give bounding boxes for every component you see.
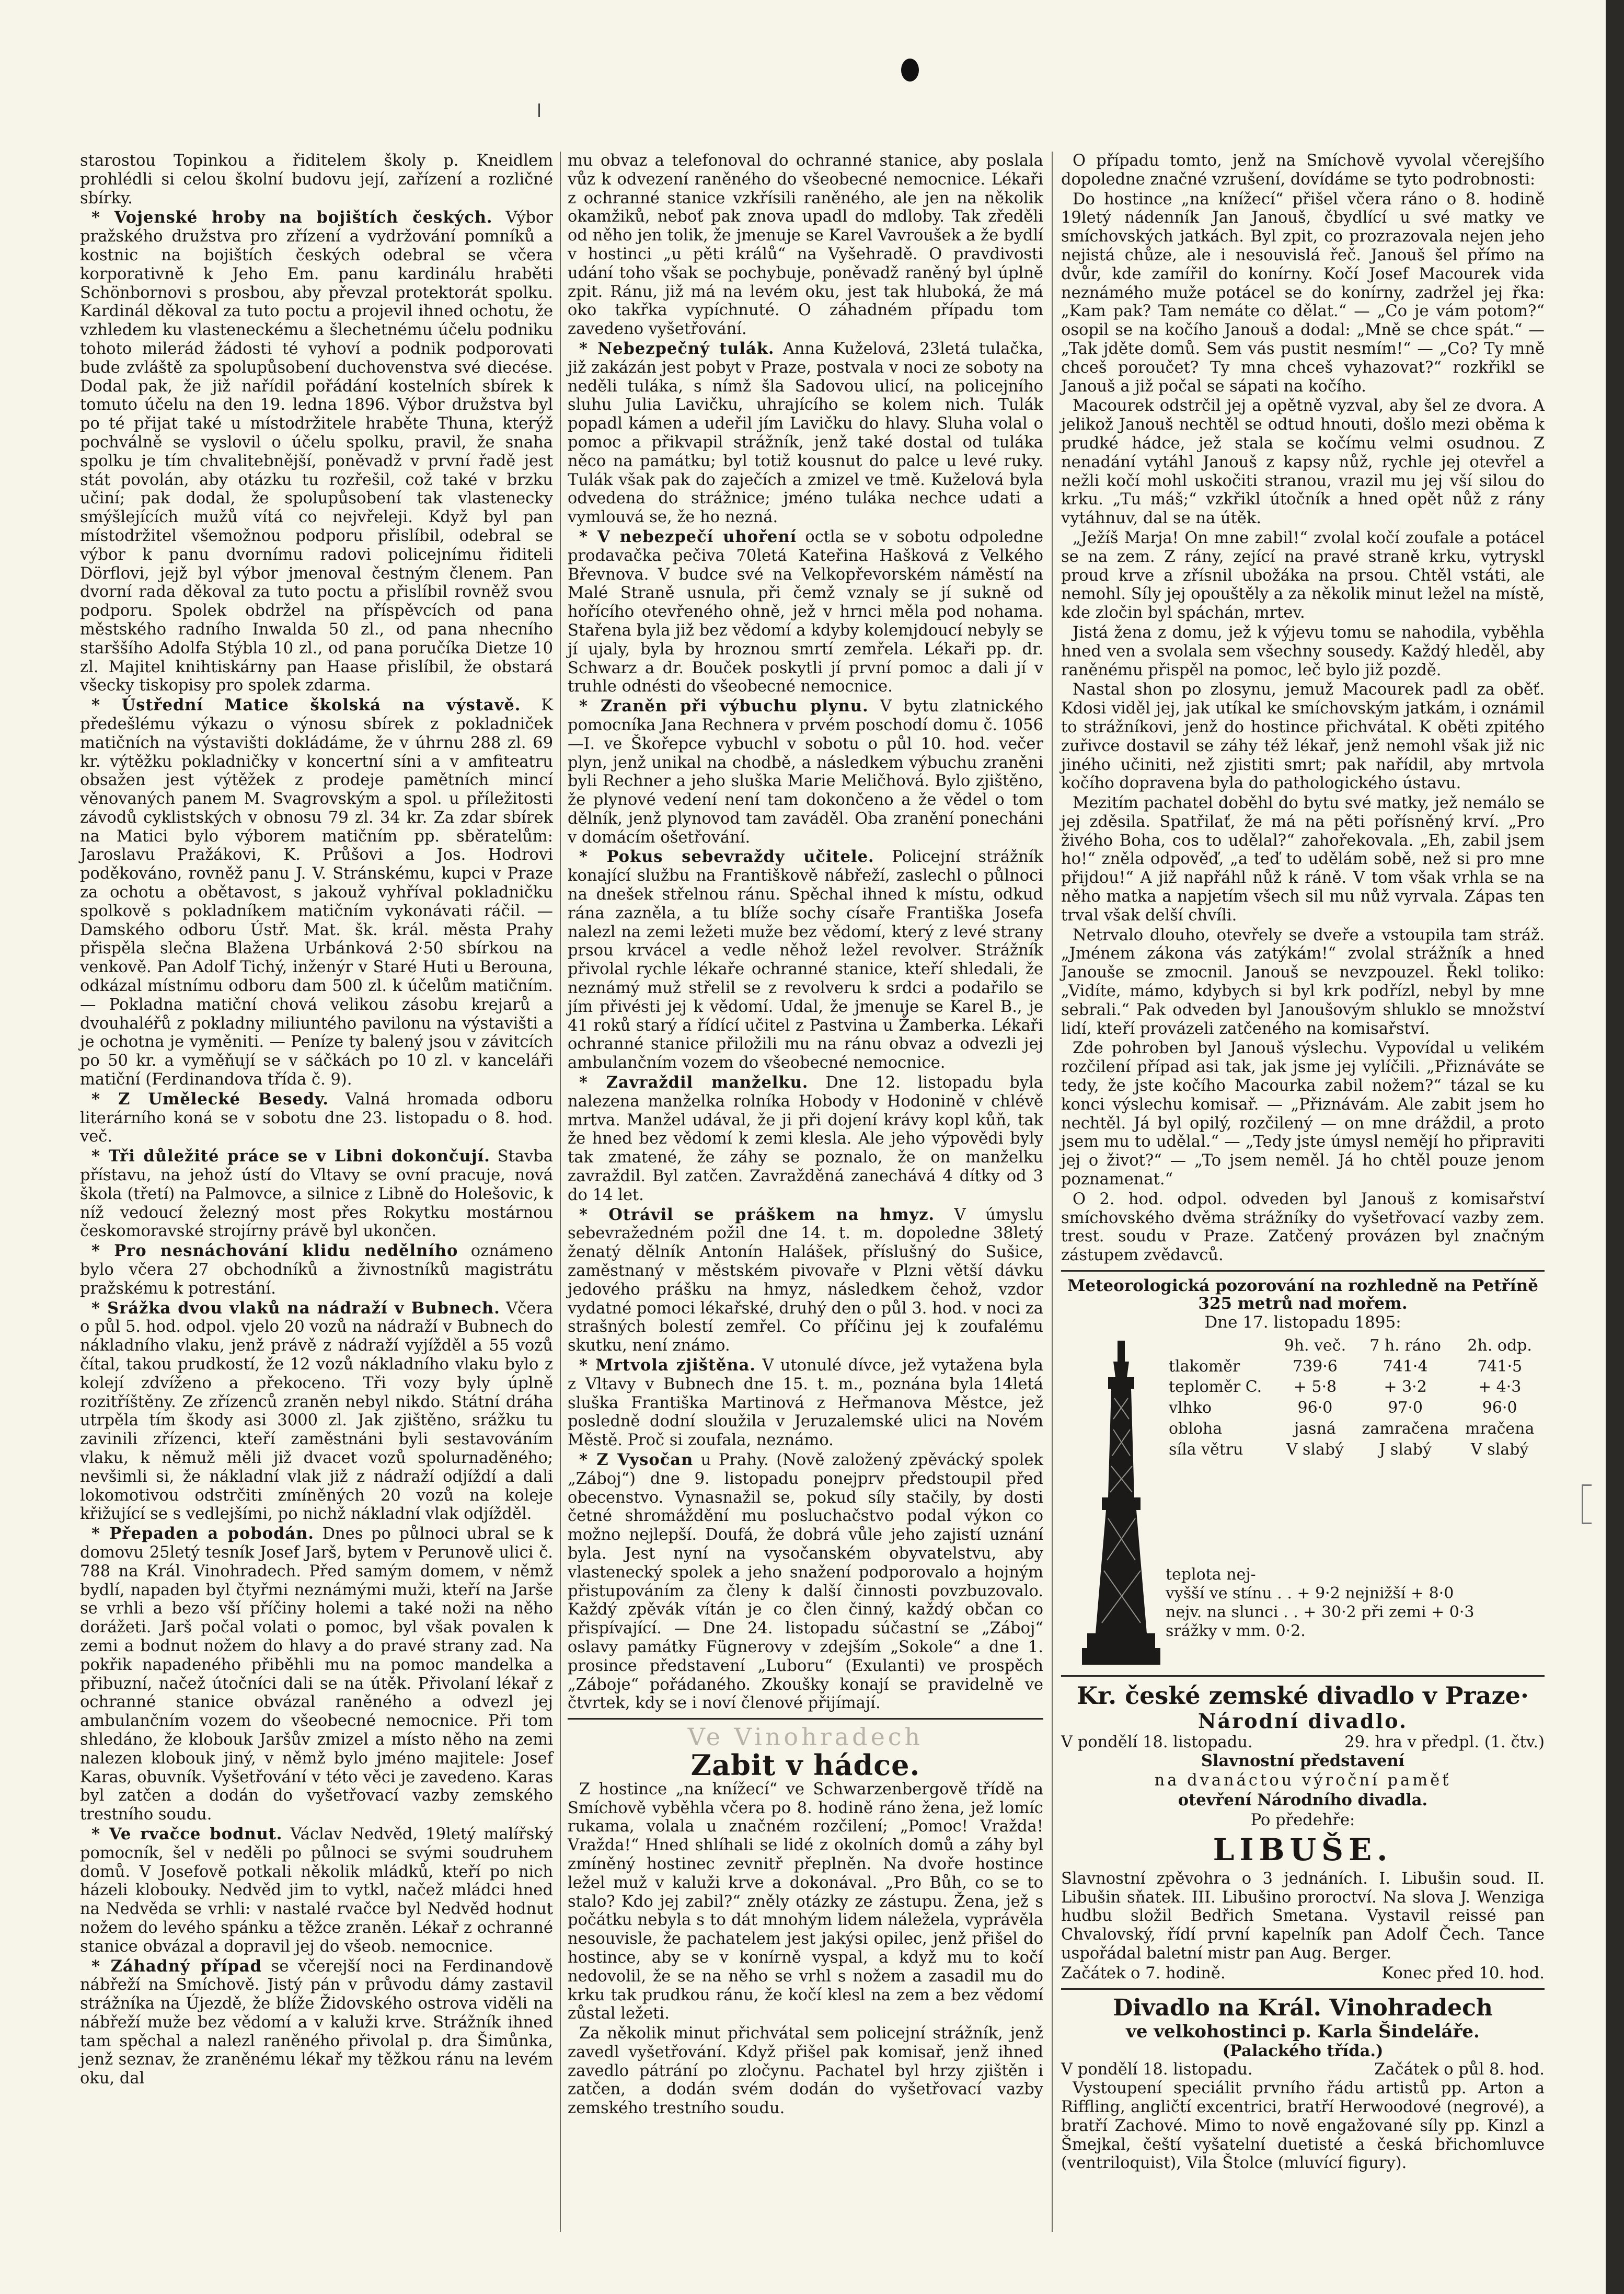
news-body: Dne 12. listopadu byla nalezena manželka rolníka Hobody v Hodonině v chlévě mrtva. Manžel udával, že ji při dojení krávy kopl kůň, tak že hned bez vědomí k zemi klesla. Ale jeho výpovědi byly tak zmatené, že záhy se poznalo, že on manželku zavraždil. Byl zatčen. Zavražděná zanechává 4 dítky od 3 do 14 let. [568, 1074, 1043, 1204]
margin-bracket [1582, 1484, 1592, 1524]
theatre-description: Vystoupení speciálit prvního řádu artistů pp. Arton a Riffling, angličtí excentrici, bratří Herwoodové (negrové), a bratří Zachové. Mimo to nově engažované síly pp. Kinzl a Šmejkal, čeští vyšatelní duetisté a česká břichomluvce (ventriloquist), Vila Štolce (mluvící figury). [1061, 2079, 1545, 2173]
news-item [80, 209, 553, 695]
meteo-col-header: 2h. odp. [1467, 1336, 1532, 1355]
column-3-article [1061, 152, 1545, 1265]
theatre-end: Konec před 10. hod. [1381, 1964, 1545, 1982]
faded-heading: Ve Vinohradech [687, 1723, 924, 1751]
news-body: Dnes po půlnoci ubral se k domovu 25letý tesník Josef Jarš, bytem v Perunově ulici č. 788 na Král. Vinohradech. Před samým domem, v němž bydlí, napaden byl čtyřmi neznámými muži, kteří na Jarše se vrhli a bezo vší příčiny holemi a také noži na něho dorážeti. Jarš počal volati o pomoc, byl však povalen k zemi a bodnut nožem do hlavy a do pravé strany zad. Na pokřik napadeného přiběhli mu na pomoc mandelka a přibuzní, načež útočníci dali se na útěk. Přivolaní lékař z ochranné stanice obvázal raněného a odvezl jej ambulančním vozem do všeobecné nemocnice. Při tom shledáno, že klobouk Jaršův zmizel a místo něho na zemi nalezen klobouk jiný, v němž bylo jméno majitele: Josef Karas, obuvník. Vyšetřování v této věci je zavedeno. Karas byl zatčen a dodán do vyšetřovací vazby zemského trestního soudu. [80, 1525, 553, 1824]
meteo-value: mračena [1465, 1420, 1535, 1438]
theatre-address: (Palackého třída.) [1222, 2041, 1384, 2060]
column-3 [1061, 152, 1545, 2232]
meteo-value: 741·4 [1383, 1357, 1428, 1376]
news-body: „Ježíš Marja! On mne zabil!“ zvolal kočí zoufale a potácel se na zem. Z rány, zející na pravé straně krku, vytryskl proud krve a zřísnil ubožáka na prsou. Chtěl vstáti, ale nemohl. Síly jej opouštěly a za několik minut ležel na místě, kde zločin byl spáchán, mrtev. [1061, 528, 1545, 623]
news-body: O 2. hod. odpol. odveden byl Janouš z komisařství smíchovského dvěma strážníky do vyšetřovací vazby zem. trest. soudu v Praze. Zatčený provázen byl značným zástupem zvědavců. [1061, 1190, 1545, 1265]
theatre-heading: Divadlo na Král. Vinohradech [1113, 1994, 1493, 2021]
news-body: Macourek odstrčil jej a opětně vyzval, aby šel ze dvora. A jelikož Janouš nechtěl se odtud hnouti, došlo mezi oběma k prudké hádce, jež stala se kočímu velmi osudnou. Z nenadání vytáhl Janouš z kapsy nůž, rychle jej otevřel a nežli kočí mohl uskočiti stranou, vrazil mu jej vší silou do krku. „Tu máš;“ vzkřikl útočník a hned opět nůž z rány vytáhnuv, dal se na útěk. [1061, 397, 1545, 528]
meteo-value: V slabý [1286, 1440, 1344, 1459]
meteo-extreme-line: teplota nej- [1166, 1565, 1256, 1584]
meteo-title: Meteorologická pozorování na rozhledně na Petříně [1067, 1276, 1538, 1296]
meteo-extreme-line: srážky v mm. 0·2. [1166, 1621, 1306, 1640]
theatre-line: otevření Národního divadla. [1178, 1791, 1428, 1810]
meteo-row [1166, 1398, 1542, 1419]
news-item [80, 1242, 553, 1298]
news-headline: * Ústřední Matice školská na výstavě. [91, 696, 521, 715]
meteo-row [1166, 1419, 1542, 1439]
meteo-value: zamračena [1362, 1420, 1449, 1438]
meteo-value: V slabý [1471, 1440, 1529, 1459]
meteo-value: + 3·2 [1384, 1378, 1427, 1397]
news-item [80, 1147, 553, 1241]
news-headline: * Ve rvačce bodnut. [91, 1824, 283, 1843]
meteo-label: tlakoměr [1169, 1357, 1240, 1376]
news-item [568, 848, 1043, 1073]
news-body: Václav Nedvěd, 19letý malířský pomocník, šel v neděli po půlnoci se svými soudruhem domů. V Josefově potkali několik mládků, kteří po nich házeli klobouky. Nedvěd jim to vytkl, načež mládci hned na Nedvěda se vrhli: v nastalé rvačce byl Nedvěd hodnut nožem do levého spánku a těžce zraněn. Lékař z ochranné stanice obvázal a dopravil jej do všeob. nemocnice. [80, 1825, 553, 1956]
news-body: Výbor pražského družstva pro zřízení a vydržování pomníků a kostnic na bojištích českých odebral se včera korporativně k Jeho Em. panu kardinálu hraběti Schönbornovi s prosbou, aby převzal protektorát spolku. Kardinál děkoval za tuto poctu a projevil ihned ochotu, že vzhledem ku vlasteneckému a šlechetnému účelu podniku tohoto milerád žádosti té vyhoví a podnik podporovati bude zvláště za spolupůsobení duchovenstva své diecése. Dodal pak, že již nařídil pořádání kostelních sbírek k tomuto účelu na den 19. ledna 1896. Výbor družstva byl po té přijat také u místodržitele hraběte Thuna, kterýž pochválně se vyslovil o účelu spolku, pravil, že snaha spolku je tím chvalitebnější, poněvadž v první řadě jest stát povolán, aby otázku tu rozřešil, což také v brzku učiní; pak dodal, že spolupůsobení tak vlastenecky smýšlejících mužů vítá co nejvřeleji. Když byl pan místodržitel všemožnou podporu přislíbil, odebral se výbor k panu dvornímu radovi policejnímu řiditeli Dörflovi, jejž byl výbor jmenoval čestným členem. Pan dvorní rada děkoval za tuto poctu a přislíbil rovněž svou podporu. Spolek obdržel na příspěvcích od pana městského radního Inwalda 50 zl., od pana nhecního starššího Adolfa Stýbla 10 zl., od pana poručíka Dietze 10 zl. Majitel knihtiskárny pan Haase přislíbil, že obstará všecky tiskopisy pro spolek zdarma. [80, 209, 553, 695]
news-body: V utonulé dívce, jež vytažena byla z Vltavy v Bubnech dne 15. t. m., poznána byla 14letá sluška Františka Martinová z Heřmanova Městce, jež posledně dodní sloužila v Jeruzalemské ulici na Novém Městě. Proč si zoufala, neznámo. [568, 1356, 1043, 1450]
meteo-value: 741·5 [1477, 1357, 1523, 1376]
news-item [1061, 624, 1545, 679]
column-1 [80, 152, 553, 2232]
news-headline: * Srážka dvou vlaků na nádraží v Bubnech. [91, 1298, 500, 1318]
news-item [568, 528, 1043, 696]
news-item [1061, 529, 1545, 623]
news-item [80, 1090, 553, 1146]
column-rule-1 [560, 152, 561, 2232]
news-body: O případu tomto, jenž na Smíchově vyvolal včerejšího dopoledne značné vzrušení, dovídáme se tyto podrobnosti: [1061, 152, 1545, 189]
meteo-col-header: 9h. več. [1284, 1336, 1346, 1355]
scan-mark [538, 103, 540, 117]
news-headline: * V nebezpečí uhoření [579, 527, 797, 546]
meteo-row [1166, 1356, 1542, 1377]
news-body: octla se v sobotu odpoledne prodavačka pečiva 70letá Kateřina Hašková z Velkého Břevnova. V budce své na Velkopřevorském náměstí na Malé Straně usnula, při čemž vznaly se jí sukně od hořícího otevřeného ohně, jež v hrnci měla pod nohama. Stařena byla již bez vědomí a kdyby kolemjdoucí nebyly se jí ujaly, byla by hroznou smrtí zemřela. Lékaři pp. dr. Schwarz a dr. Bouček poskytli jí první pomoc a dali jí v truhle odnésti do všeobecné nemocnice. [568, 527, 1043, 696]
divider [1061, 1988, 1545, 1990]
news-body: V úmyslu sebevražedném požil dne 14. t. m. dopoledne 38letý ženatý dělník Antonín Halášek, příslušný do Sušice, zaměstnaný v městském pivovaře v Plzni větší dávku jedového prášku na hmyz, následkem čehož, vzdor vydatné pomoci lékařské, druhý den o půl 3. hod. v noci za strašných bolestí zemřel. Co příčinu jej k zoufalému skutku, není známo. [568, 1205, 1043, 1355]
page-edge [1606, 0, 1624, 2294]
theatre-description: Slavnostní zpěvohra o 3 jednáních. I. Libušin soud. II. Libušin sňatek. III. Libušino proroctví. Na slova J. Wenziga hudbu složil Bedřich Smetana. Vystavil reissé pan Chvalovský, řídí první kapelník pan Adolf Čech. Tance uspořádal baletní mistr pan Aug. Berger. [1061, 1869, 1545, 1963]
theatre-times [1061, 1964, 1545, 1983]
news-item [568, 1451, 1043, 1713]
news-headline: * Pro nesnáchování klidu nedělního [91, 1241, 458, 1261]
news-body: V bytu zlatnického pomocníka Jana Rechnera v prvém poschodí domu č. 1056—I. ve Škořepce vybuchl v sobotu o půl 10. hod. večer plyn, jenž unikal na chodbě, a následkem výbuchu zraněni byli Rechner a jeho sluška Marie Meličhová. Bylo zjištěno, že plynové vedení není tam dokončeno a že vědel o tom dělník, jenž plynovod tam zaváděl. Oba zranění ponecháni v domácím ošetřování. [568, 697, 1043, 847]
meteo-value: 97·0 [1388, 1399, 1423, 1417]
theatre-subheading: Národní divadlo. [1197, 1709, 1408, 1733]
news-body: K předešlému výkazu o výnosu sbírek z pokladniček matičních na výstavišti dokládáme, že v úhrnu 288 zl. 69 kr. výtěžku pokladničky v koncertní síni a v amfiteatru obsažen jest výtěžek z prodeje pamětních mincí věnovaných panem M. Svagrovským a spol. u příležitosti závodů cyklistských v obnosu 79 zl. 34 kr. Za zdar sbírek na Matici bylo výborem matičním pp. sběratelům: Jaroslavu Pražákovi, K. Průšovi a Jos. Hodrovi poděkováno, rovněž panu J. V. Stránskému, kupci v Praze za ochotu a obětavost, s jakouž vyhříval pokladničku spolkově s pokladníkem matičním vykonávati ráčil. — Damského odboru Ústř. Mat. šk. král. města Prahy přispěla slečna Blažena Urbánková 2·50 sbírkou na venkově. Pan Adolf Tichý, inženýr v Staré Huti u Berouna, odkázal místnímu odboru dam 500 zl. k účelům matičním. — Pokladna matiční chová velikou zásobu krejarů a dvouhaléřů z pokladny miliuntého pavilonu na výstavišti a je ochotna je vyměniti. — Peníze ty balený jsou v závitcích po 50 kr. a vyměňují se v sáčkách po 10 zl. v kanceláři matiční (Ferdinandova třída č. 9). [80, 696, 553, 1089]
theatre-vinohrady [1061, 1995, 1545, 2173]
theatre-date: V pondělí 18. listopadu. [1061, 2060, 1253, 2079]
meteo-extreme-line: nejv. na slunci . . + 30·2 při zemi + 0·3 [1166, 1603, 1475, 1621]
meteo-value: + 4·3 [1478, 1378, 1522, 1397]
opera-title: LIBUŠE. [1213, 1831, 1393, 1868]
theatre-line: Slavnostní představení [1201, 1751, 1405, 1770]
meteo-label: teploměr C. [1169, 1378, 1262, 1397]
article-title: Zabit v hádce. [690, 1748, 920, 1782]
news-item [1061, 926, 1545, 1039]
meteo-col-header: 7 h. ráno [1369, 1336, 1441, 1355]
news-item [1061, 1190, 1545, 1265]
news-body: se včerejší noci na Ferdinandově nábřeží na Smíchově. Jistý pán v průvodu dámy zastavil strážníka na Újezdě, že blíže Židovského ostrova viděli na nábřeží muže bez vědomí a v kaluži krve. Strážník ihned tam spěchal a nalezl raněného přivolal p. dra Šimůnka, jenž seznav, že zraněnému lékař my těžkou ránu na levém oku, dal [80, 1957, 553, 2088]
theatre-line: Po předehře: [1250, 1811, 1355, 1829]
news-headline: * Pokus sebevraždy učitele. [579, 847, 874, 867]
news-item [568, 340, 1043, 527]
meteo-table [1166, 1335, 1542, 1460]
theatre-line: na dvanáctou výroční paměť [1154, 1771, 1452, 1790]
meteo-value: 96·0 [1297, 1399, 1333, 1417]
divider [568, 1718, 1043, 1720]
news-item [1061, 152, 1545, 189]
ink-dot [901, 59, 919, 82]
news-item [80, 1525, 553, 1824]
column-rule-2 [1052, 152, 1053, 2232]
meteo-label: vlhko [1169, 1399, 1212, 1417]
meteo-label: obloha [1169, 1420, 1223, 1438]
news-item [1061, 1039, 1545, 1189]
news-item [568, 1356, 1043, 1450]
meteo-label: síla větru [1169, 1440, 1243, 1459]
meteo-value: J slabý [1379, 1440, 1432, 1459]
news-body: starostou Topinkou a řiditelem školy p. Kneidlem prohlédli si celou školní budovu její, zařízení a rozličné sbírky. [80, 152, 553, 208]
news-body: Do hostince „na knížecí“ přišel včera ráno o 8. hodině 19letý nádenník Jan Janouš, čbydlící u své matky ve smíchovských jatkách. Byl zpit, co prozrazovala nejen jeho nejistá chůze, ale i nesouvislá řeč. Janouš šel přímo na dvůr, kde zamířil do konírny. Kočí Josef Macourek vida neznámého muže potácel se do konírny, zadržel jej řka: „Kam pak? Tam nemáte co dělat.“ — „Co je vám potom?“ osopil se na kočího Janouš a dodal: „Mně se chce spát.“ — „Tak jděte domů. Sem vás pustit nesmím!“ — „Co? Ty mně chceš poroučet? Ty mna chceš vyhazovat?“ rozkřikl se Janouš a již počal se sápati na kočího. [1061, 190, 1545, 396]
meteo-subtitle: 325 metrů nad mořem. [1198, 1294, 1408, 1313]
theatre-heading: Kr. české zemské divadlo v Praze· [1077, 1681, 1529, 1710]
news-headline: * Přepaden a pobodán. [91, 1524, 314, 1543]
meteo-row [1166, 1377, 1542, 1398]
news-body: oznámeno bylo včera 27 obchodníků a živnostníků magistrátu pražskému k potrestání. [80, 1242, 554, 1298]
news-body: mu obvaz a telefonoval do ochranné stanice, aby poslala vůz k odvezení raněného do všeobecné nemocnice. Lékaři z ochranné stanice vzkřísili raněného, ale jen na několik okamžiků, neboť pak znova upadl do mdloby. Tak zředěli od něho jen tolik, že jmenuje se Karel Vavroušek a že bydlí v hostinci „u pěti králů“ na Vyšehradě. O pravdivosti udání toho však se pochybuje, poněvadž raněný byl úplně zpit. Ránu, již má na levém oku, jest tak hluboká, že má oko takřka vypíchnuté. O záhadném případu tom zavedeno vyšetřování. [568, 152, 1043, 339]
theatre-start: Začátek o půl 8. hod. [1374, 2060, 1545, 2079]
news-body: Nastal shon po zlosynu, jemuž Macourek padl za oběť. Kdosi viděl jej, jak utíkal ke smíchovským jatkám, i oznámil to strážníkovi, jenž do hostince přichvátal. K oběti zpitého zuřivce dostavil se záhy též lékař, jenž nemohl však již nic jiného učiniti, než zjistiti smrt; pak nařídil, aby mrtvola kočího dopravena byla do pathologického ústavu. [1061, 681, 1545, 793]
news-body: Včera o půl 5. hod. odpol. vjelo 20 vozů na nádraží v Bubnech do nákladního vlaku, jenž právě z nádraží vyjížděl a 55 vozů čítal, takou prudkostí, že 12 vozů nákladního vlaku bylo z kolejí zdvíženo a překoceno. Tři vozy byly úplně rozitříštěny. Ze zřízenců zraněn nebyl nikdo. Státní dráha utrpěla tím škody asi 3000 zl. Jak zjištěno, srážku tu zavinili zřízenci, kteří zaměstnáni byli sestavováním vlaku, k němuž měli již dvacet vozů spolurnaděného; nevšimli si, že nákladní vlak již z nádraží odjíždí a dali lokomotivou odstrčiti zmíněných 20 vozů na koleje křižující se s vedlejšími, po nichž nákladní vlak odjížděl. [80, 1299, 553, 1524]
news-item [568, 697, 1043, 847]
news-headline: * Z Vysočan [579, 1450, 694, 1469]
meteo-extremes [1166, 1565, 1542, 1641]
news-item [568, 1074, 1043, 1205]
meteo-row [1166, 1439, 1542, 1460]
news-item [80, 696, 553, 1089]
news-body: Jistá žena z domu, jež k výjevu tomu se nahodila, vyběhla hned ven a svolala sem všechny sousedy. Každý hleděl, aby raněnému přispěl na pomoc, leč bylo již pozdě. [1061, 623, 1545, 679]
meteo-value: + 5·8 [1293, 1378, 1337, 1397]
news-item [80, 1825, 553, 1956]
theatre-date: V pondělí 18. listopadu. [1061, 1733, 1253, 1751]
meteo-extreme-line: vyšší ve stínu . . + 9·2 nejnižší + 8·0 [1166, 1584, 1454, 1603]
news-headline: * Mrtvola zjištěna. [579, 1356, 756, 1375]
news-item [568, 152, 1043, 339]
news-item [80, 152, 553, 208]
news-body: Valná hromada odboru literárního koná se v sobotu dne 23. listopadu o 8. hod. več. [80, 1090, 553, 1146]
theatre-national [1061, 1682, 1545, 1983]
news-item [1061, 794, 1545, 925]
news-body: Zde pohroben byl Janouš výslechu. Vypovídal u velikém rozčilení případ asi tak, jak jsme jej vylíčili. „Přiznáváte se tedy, že jste kočího Macourka zabil nožem?“ tázal se ku konci výslechu komisař. — „Přiznávám. Ale zabit jsem ho nechtěl. Já byl opilý, rozčilený — on mne dráždil, a proto jsem mu to udělal.“ — „Tedy jste úmysl nemějí ho připraviti jej o život?“ — „To jsem neměl. Já ho chtěl pouze jenom poznamenat.“ [1061, 1039, 1545, 1189]
news-headline: * Zavraždil manželku. [579, 1073, 809, 1092]
news-item [80, 1299, 553, 1524]
news-body: Stavba přístavu, na jehož ústí do Vltavy se ovní pracuje, nová škola (třetí) na Palmovce, a silnice z Libně do Holešovic, k níž vedoucí železný most přes Rokytku mostárnou českomoravské strojírny právě byl ukončen. [80, 1147, 553, 1241]
column-2 [568, 152, 1043, 2232]
petrin-tower-icon [1077, 1341, 1166, 1665]
meteo-section [1061, 1277, 1545, 1670]
news-body: Anna Kuželová, 23letá tulačka, již zakázán jest pobyt v Praze, postvala v noci ze soboty na neděli tuláka, s nímž šla Sadovou ulicí, na policejního sluhu Julia Lavičku, uhrajícího se kolem nich. Tulák popadl kámen a udeřil jím Lavičku do hlavy. Sluha volal o pomoc a přikvapil strážník, jenž také dostal od tuláka něco na památku; byl totiž kousnut do palce u levé ruky. Tulák však pak do zaječích a zmizel ve tmě. Kuželová byla odvedena do strážnice; jméno tuláka nechce udati a vymlouvá se, že ho nezná. [568, 339, 1043, 527]
theatre-subscription: 29. hra v předpl. (1. čtv.) [1344, 1733, 1545, 1751]
meteo-value: 96·0 [1482, 1399, 1517, 1417]
news-body: Mezitím pachatel doběhl do bytu své matky, jež nemálo se jej zděsila. Spatřilať, že má na pěti pořísněný krví. „Pro živého Boha, cos to udělal?“ zahořekovala. „Eh, zabil jsem ho!“ zněla odpověď, „a teď to udělám sobě, než si pro mne přijdou!“ A již napřáhl nůž k ráně. V tom však vrhla se na něho matka a napjetím všech sil mu nůž vyrvala. Zápas ten trval však delší chvíli. [1061, 794, 1545, 925]
news-item [1061, 681, 1545, 793]
article-paragraph: Za několik minut přichvátal sem policejní strážník, jenž zavedl vyšetřování. Když přišel pak komisař, jenž ihned zavedlo pátrání po zločynu. Pachatel byl hrzy zjištěn i zatčen, a dodán svém dodán do vyšetřovací vazby zemského trestního soudu. [568, 2024, 1043, 2118]
theatre-start: Začátek o 7. hodině. [1061, 1964, 1226, 1982]
theatre-dateline [1061, 1733, 1545, 1752]
news-headline: * Záhadný případ [91, 1956, 262, 1976]
news-headline: * Tři důležité práce se v Libni dokončují. [91, 1147, 490, 1166]
news-item [1061, 397, 1545, 528]
theatre-subheading: ve velkohostinci p. Karla Šindeláře. [1126, 2021, 1480, 2042]
news-headline: * Otrávil se práškem na hmyz. [579, 1205, 935, 1224]
news-headline: * Z Umělecké Besedy. [91, 1089, 329, 1109]
news-body: Policejní strážník konající službu na Františkově nábřeží, zaslechl o půlnoci na dnešek střelnou ránu. Spěchal ihned k místu, odkud rána zazněla, a tu blíže sochy císaře Františka Josefa nalezl na zemi ležeti muže bez vědomí, který z levé strany prsou krvácel a vedle něhož ležel revolver. Strážník přivolal rychle lékaře ochranné stanice, kteří shledali, že neznámý muž střelil se z revolveru k srdci a podařilo se jím přivésti jej k vědomí. Udal, že jmenuje se Karel B., je 41 roků starý a řídící učitel z Pastvina u Žamberka. Lékaři ochranné stanice přiložili mu na ránu obvaz a odvezli jej ambulančním vozem do všeobecné nemocnice. [568, 848, 1043, 1073]
news-headline: * Vojenské hroby na bojištích českých. [91, 208, 493, 227]
divider [1061, 1675, 1545, 1677]
meteo-value: 739·6 [1292, 1357, 1338, 1376]
meteo-date: Dne 17. listopadu 1895: [1204, 1313, 1401, 1332]
news-body: Netrvalo dlouho, otevřely se dveře a vstoupila tam stráž. „Jménem zákona vás zatýkám!“ zvolal strážník a hned Janouše se zmocnil. Janouš se nevzpouzel. Řekl toliko: „Vidíte, mámo, kdybych si byl krk podřízl, nebyl by mne sebrali.“ Pak odveden byl Janoušovým shluklo se množství lidí, kteří provázeli zatčeného na komisařství. [1061, 926, 1545, 1038]
column-2-news [568, 152, 1043, 1713]
news-item [1061, 190, 1545, 396]
news-item [80, 1957, 553, 2089]
article-paragraph: Z hostince „na knížecí“ ve Schwarzenbergově třídě na Smíchově vyběhla včera po 8. hodině ráno žena, jež lomíc rukama, volala u značném rozčilení; „Pomoc! Vražda! Vražda!“ Hned shlíhali se lidé z okolních domů a záhy byl zmíněný hostinec zevnitř přeplněn. Na dvoře hostince ležel muž v kaluži krve a dokonával. „Pro Bůh, co se to stalo? Kdo jej zabil?“ zněly otázky ze zástupu. Žena, jež s počátku nebyla s to dát mnohým lidem náležela, vyprávěla nesouvisle, že pachatelem jest jakýsi opilec, jenž přišel do hostince, aby se v konírně vyspal, a když mu to kočí nedovolil, že se na něho se vrhl s nožem a zasadil mu do krku tak prudkou ránu, že kočí klesl na zem a bez vědomí zůstal ležeti. [568, 1780, 1043, 2023]
news-headline: * Zraněn při výbuchu plynu. [579, 697, 869, 716]
theatre-dateline [1061, 2060, 1545, 2079]
news-body: u Prahy. (Nově založený zpěvácký spolek „Záboj“) dne 9. listopadu ponejprv předstoupil před obecenstvo. Vynasnažil se, pokud síly stačily, by dosti četné shromáždění mu posluchačstvo podal výkon co možno nejlepší. Doufá, že dobrá vůle jeho zajistí uznání byla. Jest nyní na vysočanském obyvatelstvu, aby vlastenecký spolek a jeho snažení podporovalo a hojným přistupováním za členy k další činnosti povzbuzovalo. Každý zpěvák vítán je co člen činný, každý občan co přispívající. — Dne 24. listopadu súčastní se „Záboj“ oslavy památky Fügnerovy v zdejším „Sokole“ a dne 1. prosince představení „Luboru“ (Exulanti) ve prospěch „Záboje“ pořádaného. Zkoušky konají se pravidelně ve čtvrtek, kdy se i noví členové přijímají. [568, 1450, 1044, 1713]
divider [1061, 1270, 1545, 1272]
news-item [568, 1206, 1043, 1355]
meteo-value: jasná [1294, 1420, 1336, 1438]
news-headline: * Nebezpečný tulák. [579, 339, 775, 358]
